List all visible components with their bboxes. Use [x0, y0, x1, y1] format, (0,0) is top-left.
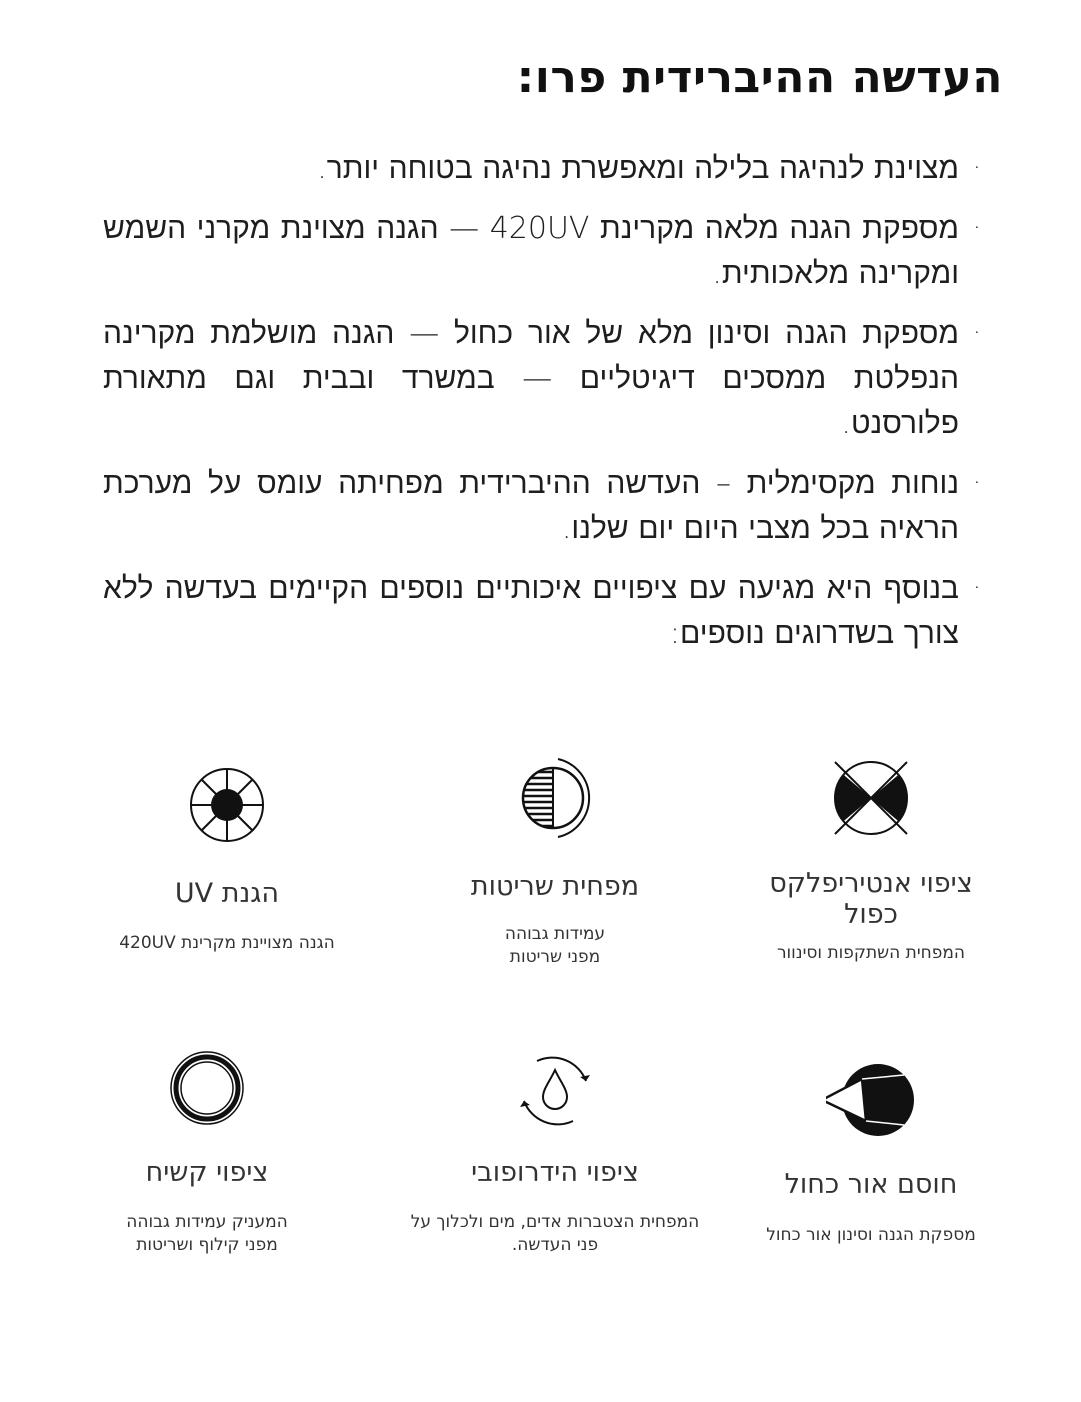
hard-coating-icon [162, 1045, 252, 1135]
bullet-marker: · [972, 213, 981, 243]
bullet-marker: · [972, 468, 981, 498]
feature-title: חוסם אור כחול [784, 1169, 958, 1200]
bullet-text: מספקת הגנה וסינון מלא של אור כחול — הגנה מושלמת מקרינה הנפלטת ממסכים דיגיטליים — במשרד ובבית וגם מתאורת פלורסנט. [103, 316, 959, 441]
bullet-text: מצוינת לנהיגה בלילה ומאפשרת נהיגה בטוחה יותר. [317, 151, 959, 186]
feature-title: הגנת UV [174, 878, 280, 909]
feature-description: המעניק עמידות גבוהה מפני קילוף ושריטות [126, 1212, 288, 1255]
feature-anti-reflective [706, 760, 1036, 980]
feature-title: ציפוי קשיח [145, 1157, 269, 1188]
feature-description: מספקת הגנה וסינון אור כחול [766, 1225, 976, 1245]
bullet-marker: · [972, 153, 981, 183]
page-title: העדשה ההיברידית פרו: [516, 52, 1003, 103]
anti-reflective-icon [826, 760, 916, 850]
feature-description: הגנה מצויינת מקרינת 420UV [119, 933, 335, 953]
bullet-marker: · [972, 573, 981, 603]
hydrophobic-drop-icon [510, 1045, 600, 1135]
feature-hard-coating [42, 1045, 372, 1255]
bullet-text: בנוסף היא מגיעה עם ציפויים איכותיים נוספים הקיימים בעדשה ללא צורך בשדרוגים נוספים: [103, 571, 959, 651]
bullet-item [103, 566, 981, 656]
feature-title: ציפוי אנטיריפלקס כפול [769, 868, 973, 930]
bullet-item [103, 311, 981, 446]
bullet-item [103, 206, 981, 296]
bullet-marker: · [972, 318, 981, 348]
bullet-text: מספקת הגנה מלאה מקרינת 420UV — הגנה מצוינת מקרני השמש ומקרינה מלאכותית. [103, 211, 959, 291]
bullet-item [103, 146, 981, 191]
bullet-text: נוחות מקסימלית – העדשה ההיברידית מפחיתה עומס על מערכת הראיה בכל מצבי היום יום שלנו. [103, 466, 959, 546]
uv-protection-icon [182, 760, 272, 850]
bullet-item [103, 461, 981, 551]
feature-title: ציפוי הידרופובי [471, 1157, 639, 1188]
feature-bullet-list [103, 146, 981, 671]
feature-hydrophobic [390, 1045, 720, 1255]
blue-light-blocker-icon [826, 1055, 916, 1145]
feature-uv-protection [62, 760, 392, 960]
feature-description: עמידות גבוהה מפני שריטות [504, 924, 606, 967]
feature-title: מפחית שריטות [470, 871, 640, 902]
feature-scratch-resistant [390, 755, 720, 975]
feature-description: המפחית הצטברות אדים, מים ולכלוך על פני העדשה. [410, 1212, 700, 1255]
feature-blue-light-blocker [706, 1055, 1036, 1255]
feature-description: המפחית השתקפות וסינוור [776, 943, 966, 963]
scratch-resistant-icon [510, 755, 600, 845]
